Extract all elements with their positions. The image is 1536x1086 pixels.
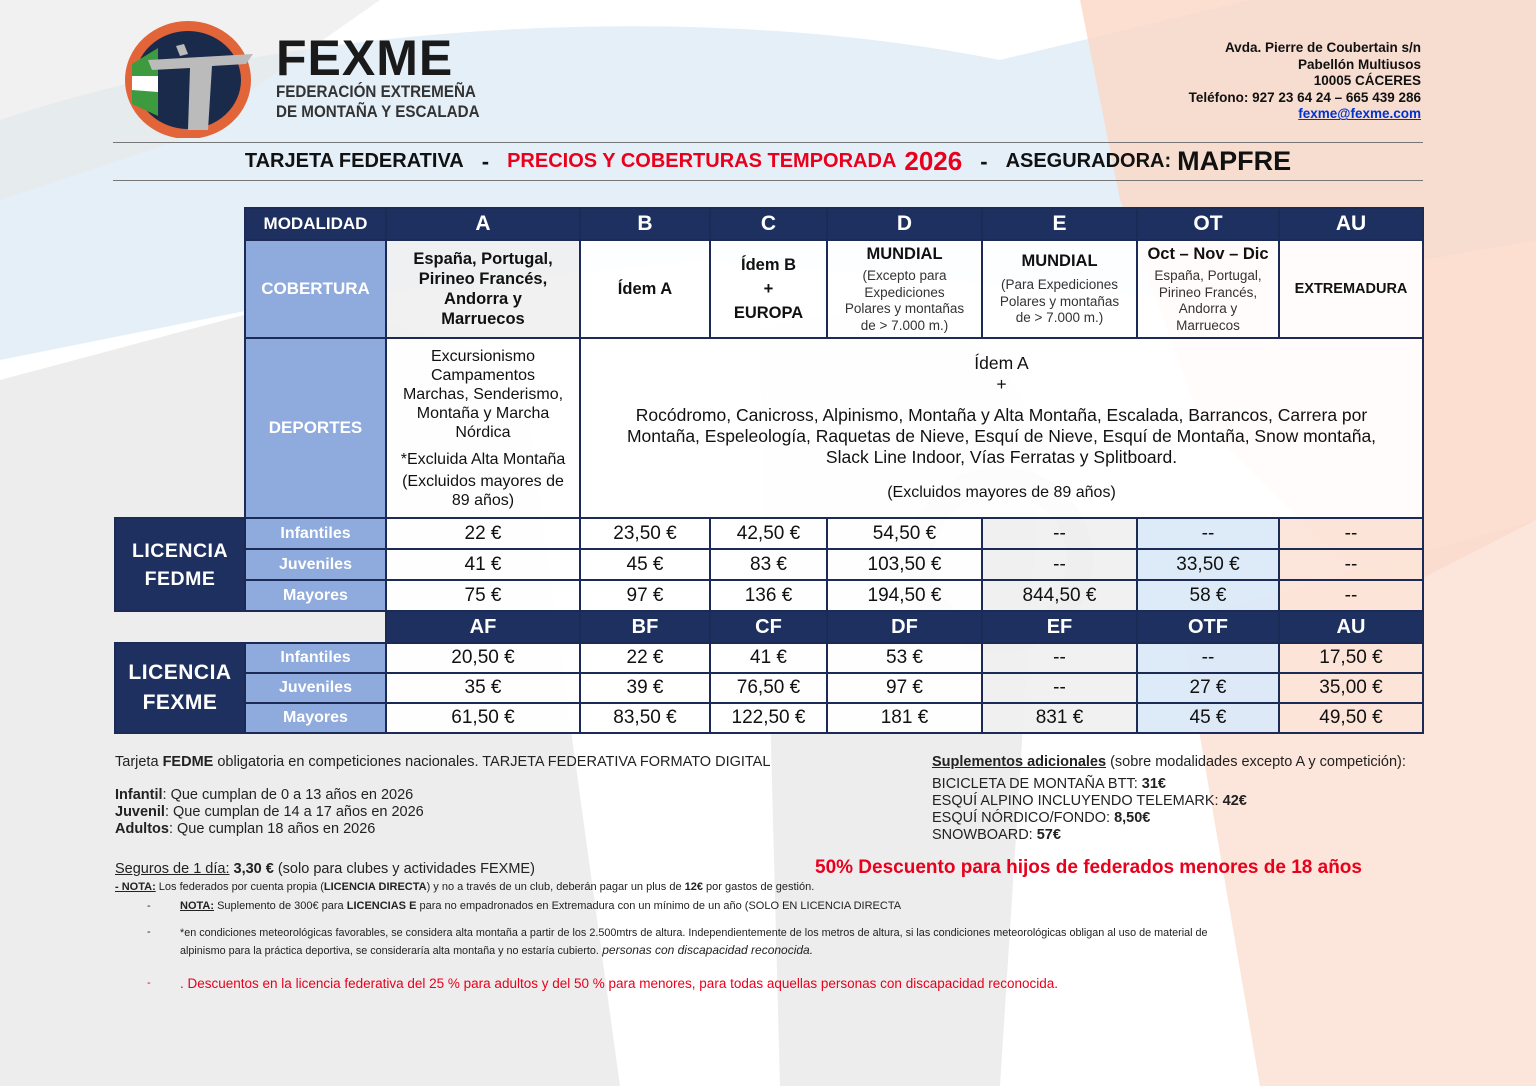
price-cell: 58 €	[1137, 580, 1279, 611]
nota-2	[180, 899, 1180, 913]
cobertura-e-note: (Para Expediciones	[1000, 277, 1119, 293]
row-label-juveniles: Juveniles	[245, 673, 386, 703]
price-cell: 22 €	[386, 518, 580, 549]
price-cell: --	[982, 643, 1137, 673]
title-part-1: TARJETA FEDERATIVA	[244, 150, 464, 172]
suplementos-post: (sobre modalidades excepto A y competición):	[1106, 754, 1406, 770]
age-value: : Que cumplan de 14 a 17 años en 2026	[164, 804, 424, 820]
price-cell: 181 €	[827, 703, 982, 733]
suplementos-label: Suplementos adicionales	[932, 754, 1107, 770]
row-label-infantiles: Infantiles	[245, 518, 386, 549]
price-cell: 76,50 €	[710, 673, 827, 703]
price-cell: 61,50 €	[386, 703, 580, 733]
price-cell: 45 €	[1137, 703, 1279, 733]
price-cell: 194,50 €	[827, 580, 982, 611]
licencia-fedme-line: LICENCIA	[131, 539, 229, 562]
suplemento-item	[932, 810, 1422, 827]
deportes-rest-idem: Ídem A	[974, 353, 1029, 373]
cobertura-c-region: EUROPA	[733, 304, 804, 322]
deportes-a-line: Nórdica	[455, 423, 511, 441]
nota-1-text: ) y no a través de un club, deberán pagar un plus de	[426, 881, 685, 893]
cobertura-e-note: de > 7.000 m.)	[1015, 310, 1104, 326]
cobertura-d-note: de > 7.000 m.)	[860, 317, 949, 333]
deportes-a-line: Montaña y Marcha	[416, 404, 550, 422]
price-cell: 39 €	[580, 673, 710, 703]
deportes-rest-plus: +	[996, 374, 1007, 394]
nota-1-text: por gastos de gestión.	[703, 881, 815, 893]
title-bar	[113, 143, 1423, 180]
age-value: : Que cumplan de 0 a 13 años en 2026	[162, 787, 414, 803]
age-key: Juvenil	[115, 804, 165, 820]
price-table	[114, 207, 1424, 734]
age-key: Infantil	[115, 787, 163, 803]
column-header-b: B	[580, 208, 710, 240]
fedme-note-post: obligatoria en competiciones nacionales. TARJETA FEDERATIVA FORMATO DIGITAL	[213, 754, 771, 770]
price-cell: 33,50 €	[1137, 549, 1279, 580]
nota-1-bold: LICENCIA DIRECTA	[323, 881, 427, 893]
cobertura-d	[827, 240, 982, 338]
cobertura-e	[982, 240, 1137, 338]
price-cell: 97 €	[827, 673, 982, 703]
fedme-note-bold: FEDME	[162, 754, 214, 770]
price-cell: --	[1137, 518, 1279, 549]
suplementos-title	[932, 754, 1422, 771]
suplemento-price: 8,50€	[1114, 810, 1151, 826]
nota-2-bold: LICENCIAS E	[346, 900, 417, 912]
column-header-d: D	[827, 208, 982, 240]
cobertura-c-title: Ídem B	[740, 256, 796, 274]
cobertura-d-note: Expediciones	[864, 284, 945, 300]
licencia-fexme-label	[115, 643, 245, 733]
cobertura-a-line: Andorra y	[444, 290, 522, 308]
row-label-mayores: Mayores	[245, 580, 386, 611]
nota-3-line: *en condiciones meteorológicas favorables, se considera alta montaña a partir de los 2.500mtrs de altura. Independientemente de los metros de altura, si las condiciones meteorológicas obligan al uso de material de	[180, 927, 1208, 939]
blank-cell	[115, 240, 245, 338]
deportes-a-exclusion: 89 años)	[451, 491, 515, 509]
suplemento-item	[932, 827, 1422, 844]
cobertura-c-plus: +	[763, 280, 774, 298]
cobertura-ot-note: Andorra y	[1178, 301, 1238, 316]
column-header-af: AF	[386, 611, 580, 643]
price-cell: --	[982, 518, 1137, 549]
suplemento-price: 57€	[1036, 827, 1061, 843]
nota-1-bold: 12€	[684, 881, 703, 893]
price-cell: --	[1279, 549, 1423, 580]
price-cell: 35 €	[386, 673, 580, 703]
deportes-a-line: Marchas, Senderismo,	[402, 385, 564, 403]
deportes-rest-line: Rocódromo, Canicross, Alpinismo, Montaña y Alta Montaña, Escalada, Barrancos, Carrera por	[635, 405, 1368, 425]
title-part-3: ASEGURADORA:	[1005, 150, 1172, 172]
cobertura-a-line: Marruecos	[441, 310, 525, 328]
suplemento-name: ESQUÍ NÓRDICO/FONDO:	[932, 810, 1115, 826]
price-cell: 83 €	[710, 549, 827, 580]
price-cell: 831 €	[982, 703, 1137, 733]
price-cell: 42,50 €	[710, 518, 827, 549]
age-value: : Que cumplan 18 años en 2026	[168, 821, 376, 837]
price-cell: 45 €	[580, 549, 710, 580]
price-cell: 27 €	[1137, 673, 1279, 703]
price-cell: 35,00 €	[1279, 673, 1423, 703]
cobertura-ot	[1137, 240, 1279, 338]
price-cell: 75 €	[386, 580, 580, 611]
age-definitions	[115, 787, 615, 838]
column-header-au-fexme: AU	[1279, 611, 1423, 643]
cobertura-d-title: MUNDIAL	[866, 245, 943, 263]
age-row	[115, 821, 615, 838]
nota-3	[180, 925, 1330, 960]
suplemento-item	[932, 776, 1422, 793]
nota-1-text: Los federados por cuenta propia (	[155, 881, 324, 893]
cobertura-c	[710, 240, 827, 338]
deportes-rest-line: Slack Line Indoor, Vías Ferratas y Splitboard.	[825, 447, 1178, 467]
age-row	[115, 787, 615, 804]
deportes-a-line: Excursionismo	[430, 347, 536, 365]
cobertura-a-line: Pirineo Francés,	[418, 270, 548, 288]
row-label-juveniles: Juveniles	[245, 549, 386, 580]
price-cell: 53 €	[827, 643, 982, 673]
price-cell: 23,50 €	[580, 518, 710, 549]
column-header-c: C	[710, 208, 827, 240]
column-header-otf: OTF	[1137, 611, 1279, 643]
deportes-rest-exclusion: (Excluidos mayores de 89 años)	[887, 484, 1116, 501]
column-header-ot: OT	[1137, 208, 1279, 240]
title-year: 2026	[904, 146, 963, 176]
fexme-logo	[118, 20, 258, 138]
title-separator: -	[980, 148, 988, 174]
bullet-dash: -	[147, 900, 151, 912]
divider	[113, 180, 1423, 181]
insurer-name: MAPFRE	[1177, 146, 1292, 176]
suplemento-item	[932, 793, 1422, 810]
row-label-infantiles: Infantiles	[245, 643, 386, 673]
seguro-post: (solo para clubes y actividades FEXME)	[273, 861, 535, 877]
price-cell: --	[982, 673, 1137, 703]
seguro-dia	[115, 861, 715, 878]
deportes-a-exclusion: *Excluida Alta Montaña	[400, 450, 566, 468]
price-cell: 41 €	[386, 549, 580, 580]
cobertura-e-title: MUNDIAL	[1021, 252, 1098, 271]
nota-2-text: para no empadronados en Extremadura con un mínimo de un año (SOLO EN LICENCIA DIRECTA	[416, 900, 902, 912]
nota-3-line: alpinismo para la práctica deportiva, se consideraría alta montaña y no estaría cubierto.	[180, 945, 599, 957]
cobertura-ot-note: España, Portugal,	[1154, 268, 1262, 283]
address-block	[1189, 40, 1421, 123]
price-cell: 20,50 €	[386, 643, 580, 673]
price-cell: --	[1279, 580, 1423, 611]
row-label-mayores: Mayores	[245, 703, 386, 733]
blank-cell	[115, 611, 245, 643]
suplementos-list	[932, 776, 1422, 844]
modalidad-header: MODALIDAD	[245, 208, 386, 240]
price-cell: 844,50 €	[982, 580, 1137, 611]
price-cell: --	[1137, 643, 1279, 673]
nota-2-label: NOTA:	[180, 900, 215, 912]
cobertura-au: EXTREMADURA	[1279, 240, 1423, 338]
cobertura-ot-note: Marruecos	[1176, 317, 1240, 333]
deportes-a-exclusion: (Excluidos mayores de	[402, 472, 564, 490]
price-cell: 83,50 €	[580, 703, 710, 733]
price-cell: 54,50 €	[827, 518, 982, 549]
phone-line: Teléfono: 927 23 64 24 – 665 439 286	[1188, 89, 1421, 105]
email-link[interactable]: fexme@fexme.com	[1298, 106, 1421, 122]
cobertura-b: Ídem A	[580, 240, 710, 338]
column-header-bf: BF	[580, 611, 710, 643]
deportes-a-line: Campamentos	[430, 366, 536, 384]
nota-1	[115, 880, 1115, 894]
cobertura-e-note: Polares y montañas	[999, 293, 1120, 309]
cobertura-label: COBERTURA	[245, 240, 386, 338]
nota-2-text: Suplemento de 300€ para	[214, 900, 347, 912]
nota-1-label: - NOTA:	[115, 881, 156, 893]
cobertura-d-note: (Excepto para	[862, 268, 947, 283]
fedme-note-pre: Tarjeta	[115, 754, 163, 770]
brand-block	[276, 30, 497, 122]
deportes-rest	[580, 338, 1423, 518]
blank-cell	[245, 611, 386, 643]
deportes-rest-line: Montaña, Espeleología, Raquetas de Nieve, Esquí de Nieve, Esquí de Montaña, Snow montaña,	[626, 426, 1377, 446]
address-line: Pabellón Multiusos	[1297, 56, 1421, 72]
licencia-fexme-line: LICENCIA	[128, 661, 232, 684]
column-header-au: AU	[1279, 208, 1423, 240]
address-line: Avda. Pierre de Coubertain s/n	[1224, 40, 1421, 55]
age-key: Adultos	[115, 821, 169, 837]
cobertura-a	[386, 240, 580, 338]
deportes-a	[386, 338, 580, 518]
age-row	[115, 804, 615, 821]
price-cell: 17,50 €	[1279, 643, 1423, 673]
nota-3-italic: personas con discapacidad reconocida.	[598, 943, 814, 957]
column-header-cf: CF	[710, 611, 827, 643]
address-line: 10005 CÁCERES	[1313, 73, 1421, 89]
blank-cell	[115, 208, 245, 240]
brand-name: FEXME	[276, 30, 454, 86]
cobertura-ot-title: Oct – Nov – Dic	[1147, 245, 1269, 263]
blank-cell	[115, 338, 245, 518]
price-cell: 122,50 €	[710, 703, 827, 733]
column-header-ef: EF	[982, 611, 1137, 643]
deportes-label: DEPORTES	[245, 338, 386, 518]
price-cell: 97 €	[580, 580, 710, 611]
suplemento-name: SNOWBOARD:	[932, 827, 1037, 843]
title-separator: -	[481, 148, 490, 174]
brand-line-2: DE MONTAÑA Y ESCALADA	[276, 103, 480, 121]
price-cell: 49,50 €	[1279, 703, 1423, 733]
price-cell: --	[1279, 518, 1423, 549]
price-cell: --	[982, 549, 1137, 580]
seguro-price: 3,30 €	[229, 861, 274, 877]
title-part-2: PRECIOS Y COBERTURAS TEMPORADA	[507, 150, 897, 172]
descuento-discapacidad: . Descuentos en la licencia federativa del 25 % para adultos y del 50 % para menores, para todas aquellas personas con discapacidad reconocida.	[180, 976, 1059, 991]
column-header-a: A	[386, 208, 580, 240]
cobertura-a-line: España, Portugal,	[413, 250, 553, 268]
suplemento-price: 31€	[1141, 776, 1166, 792]
brand-line-1: FEDERACIÓN EXTREMEÑA	[276, 83, 476, 101]
bullet-dash: -	[147, 977, 151, 989]
descuento-hijos: 50% Descuento para hijos de federados menores de 18 años	[815, 857, 1362, 878]
price-cell: 41 €	[710, 643, 827, 673]
column-header-df: DF	[827, 611, 982, 643]
licencia-fexme-line: FEXME	[142, 691, 218, 714]
price-cell: 22 €	[580, 643, 710, 673]
price-cell: 103,50 €	[827, 549, 982, 580]
suplemento-name: ESQUÍ ALPINO INCLUYENDO TELEMARK:	[932, 793, 1223, 809]
fedme-note	[115, 754, 875, 771]
suplemento-name: BICICLETA DE MONTAÑA BTT:	[932, 776, 1142, 792]
price-cell: 136 €	[710, 580, 827, 611]
bullet-dash: -	[147, 926, 151, 938]
column-header-e: E	[982, 208, 1137, 240]
licencia-fedme-line: FEDME	[144, 567, 216, 590]
cobertura-ot-note: Pirineo Francés,	[1158, 284, 1258, 300]
cobertura-d-note: Polares y montañas	[844, 301, 965, 316]
licencia-fedme-label	[115, 518, 245, 611]
suplemento-price: 42€	[1222, 793, 1247, 809]
seguro-label: Seguros de 1 día:	[115, 861, 230, 877]
